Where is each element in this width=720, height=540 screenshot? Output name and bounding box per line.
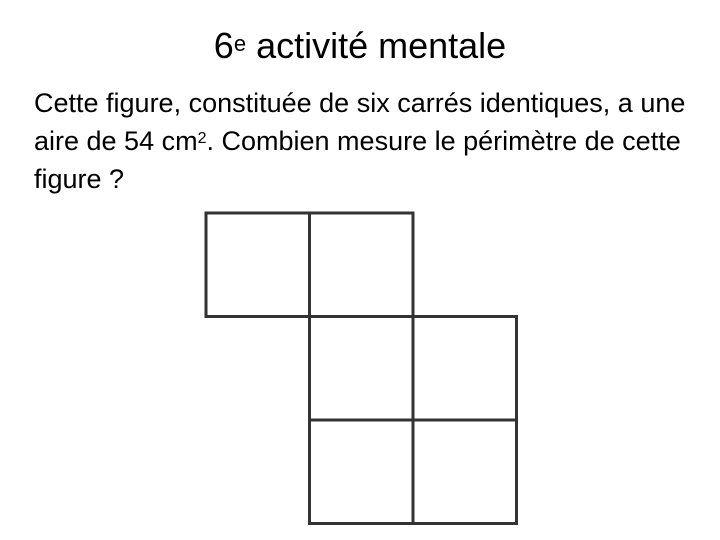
- title-number: 6: [213, 25, 234, 66]
- figure-square-5: [310, 420, 414, 524]
- problem-superscript: 2: [197, 130, 207, 147]
- figure-square-2: [310, 213, 414, 317]
- title-superscript: e: [233, 31, 247, 56]
- problem-text-after: . Combien mesure le périmètre de cette figure ?: [34, 126, 681, 194]
- figure-square-6: [413, 420, 517, 524]
- problem-text-before: Cette figure, constituée de six carrés identiques, a une aire de 54 cm: [34, 88, 686, 156]
- title-text: activité mentale: [246, 25, 507, 66]
- figure-square-1: [206, 213, 310, 317]
- figure-square-4: [413, 317, 517, 421]
- figure-square-3: [310, 317, 414, 421]
